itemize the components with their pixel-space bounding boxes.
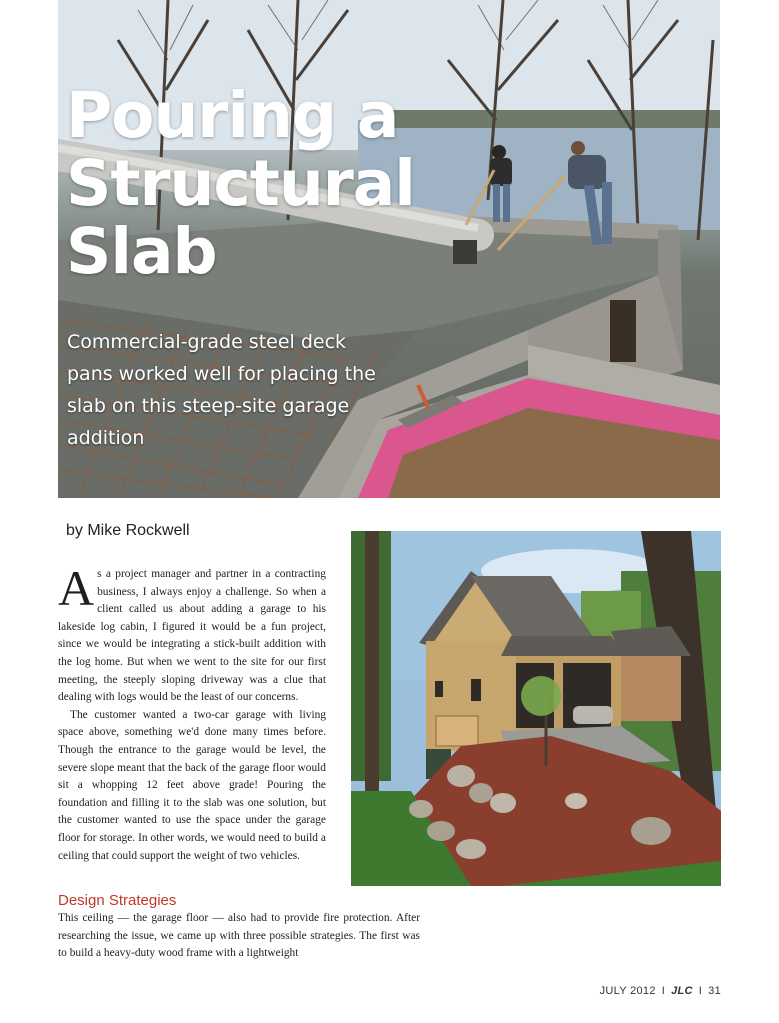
- article-body-lower: [58, 910, 420, 963]
- garage-photo: [351, 531, 721, 886]
- folio-magazine: JLC: [671, 985, 693, 997]
- folio-page-number: 31: [708, 985, 721, 997]
- finished-garage-illustration: [351, 531, 721, 886]
- paragraph-1-text: s a project manager and partner in a contracting business, I always enjoy a challenge. So when a client called us about adding a garage to his lakeside log cabin, I figured it would be a fun project, since we would be integrating a stick-built addition with the log home. But when we went to the site for our first meeting, the steeply sloping driveway was a clue that dealing with logs would be the least of our concerns.: [58, 568, 326, 704]
- section-heading: Design Strategies: [58, 892, 177, 909]
- drop-cap: A: [58, 560, 95, 616]
- paragraph-3: This ceiling — the garage floor — also had to provide fire protection. After researching the issue, we came up with three possible strategies. The first was to build a heavy-duty wood frame with a lightweight: [58, 912, 420, 960]
- paragraph-1: [58, 560, 326, 707]
- folio-date: JULY 2012: [599, 985, 656, 997]
- article-body-column: [58, 560, 326, 865]
- paragraph-2: The customer wanted a two-car garage with living space above, something we'd done many times before. Though the entrance to the garage would be level, the severe slope meant that the back of the garage floor would sit a whopping 12 feet above grade! Pouring the foundation and filling it to the slab was one solution, but the customer wanted to use the space under the garage floor for storage. In other words, we would need to build a ceiling that could support the weight of two vehicles.: [58, 708, 326, 862]
- page-folio: JULY 2012 I JLC I 31: [599, 985, 721, 997]
- byline: by Mike Rockwell: [66, 522, 190, 539]
- hero-photo: [58, 0, 720, 498]
- article-dek: Commercial-grade steel deck pans worked well for placing the slab on this steep-site garage addition: [67, 331, 376, 449]
- article-title: Pouring a Structural Slab: [66, 79, 415, 288]
